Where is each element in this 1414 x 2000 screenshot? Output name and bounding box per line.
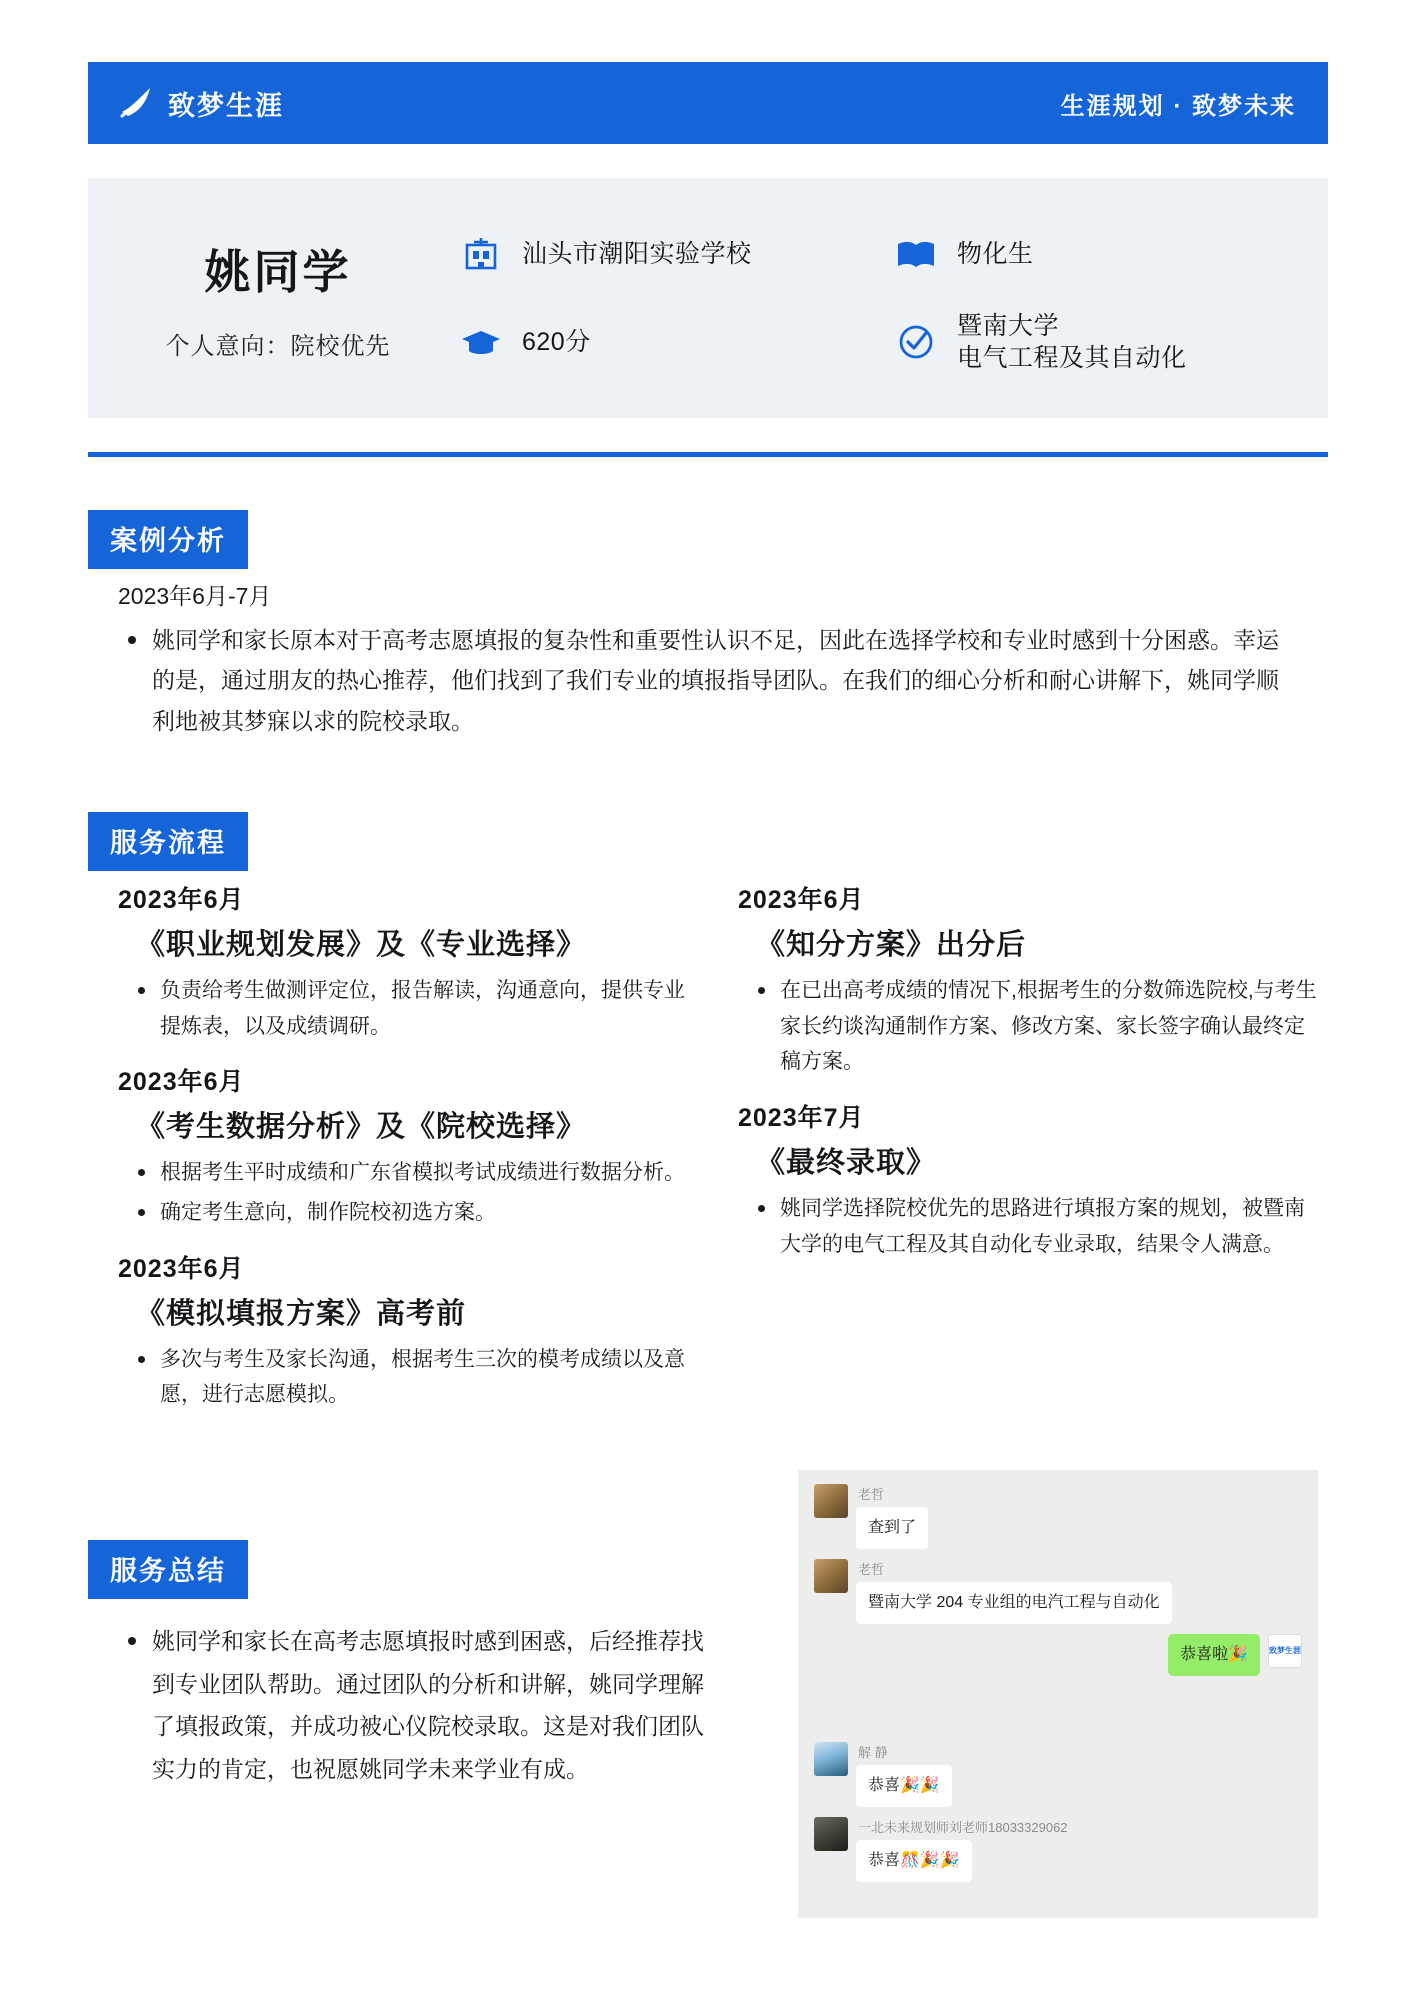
list-item: 在已出高考成绩的情况下,根据考生的分数筛选院校,与考生家长约谈沟通制作方案、修改方案、家长签字确认最终定稿方案。 <box>780 973 1318 1080</box>
brand-name: 致梦生涯 <box>168 90 284 121</box>
open-book-icon <box>893 231 939 277</box>
list-item: 多次与考生及家长沟通，根据考生三次的模考成绩以及意愿，进行志愿模拟。 <box>160 1342 698 1413</box>
fact-subjects <box>893 231 1328 277</box>
chat-message <box>814 1817 1302 1882</box>
chat-bubble: 查到了 <box>856 1507 928 1549</box>
chat-message <box>814 1484 1302 1549</box>
chat-bubble: 恭喜🎊🎉🎉 <box>856 1840 972 1882</box>
chat-sender-name: 老哲 <box>858 1562 885 1577</box>
chat-message <box>814 1742 1302 1807</box>
flow-date: 2023年6月 <box>118 1068 245 1097</box>
flow-date: 2023年6月 <box>118 886 245 914</box>
list-item: 确定考生意向，制作院校初选方案。 <box>160 1195 698 1231</box>
header-slogan: 生涯规划 · 致梦未来 <box>1060 92 1296 120</box>
avatar: 致梦生涯 <box>1268 1634 1302 1668</box>
section-title-service-summary: 服务总结 <box>88 1540 248 1599</box>
service-summary <box>118 1620 718 1790</box>
check-circle-icon <box>893 319 939 365</box>
chat-message <box>814 1559 1302 1624</box>
chat-message-outgoing <box>814 1634 1302 1676</box>
case-body <box>118 620 1298 745</box>
fact-score <box>458 319 893 365</box>
case-date: 2023年6月-7月 <box>118 583 272 609</box>
list-item: 姚同学和家长在高考志愿填报时感到困惑，后经推荐找到专业团队帮助。通过团队的分析和讲解，姚同学理解了填报政策，并成功被心仪院校录取。这是对我们团队实力的肯定，也祝愿姚同学未来学业有成。 <box>152 1620 718 1790</box>
fact-admission-label <box>957 310 1187 374</box>
flow-title: 《职业规划发展》及《专业选择》 <box>136 929 587 961</box>
chat-screenshot <box>798 1470 1318 1918</box>
fact-school <box>458 231 893 277</box>
chat-spacer <box>814 1686 1302 1742</box>
student-name: 姚同学 <box>204 245 352 298</box>
chat-sender-name: 一北未来规划师刘老师18033329062 <box>858 1820 1068 1835</box>
feather-logo-icon <box>116 82 158 124</box>
school-building-icon <box>458 231 504 277</box>
avatar <box>814 1559 848 1593</box>
chat-sender-name: 解 静 <box>858 1745 888 1760</box>
avatar <box>814 1484 848 1518</box>
fact-school-label: 汕头市潮阳实验学校 <box>522 240 752 268</box>
service-flow <box>118 880 1318 1419</box>
chat-bubble: 恭喜🎉🎉 <box>856 1765 952 1807</box>
list-item: 根据考生平时成绩和广东省模拟考试成绩进行数据分析。 <box>160 1155 698 1191</box>
section-title-case-analysis: 案例分析 <box>88 510 248 569</box>
list-item: 负责给考生做测评定位，报告解读，沟通意向，提供专业提炼表，以及成绩调研。 <box>160 973 698 1044</box>
student-intent: 个人意向：院校优先 <box>165 332 391 360</box>
avatar <box>814 1742 848 1776</box>
profile-facts <box>458 222 1328 374</box>
flow-title: 《知分方案》出分后 <box>756 929 1027 961</box>
brand <box>116 82 284 124</box>
flow-date: 2023年6月 <box>118 1254 245 1283</box>
page-header <box>88 62 1328 144</box>
list-item: 姚同学选择院校优先的思路进行填报方案的规划，被暨南大学的电气工程及其自动化专业录取，结果令人满意。 <box>780 1191 1318 1262</box>
list-item: 姚同学和家长原本对于高考志愿填报的复杂性和重要性认识不足，因此在选择学校和专业时感到十分困惑。幸运的是，通过朋友的热心推荐，他们找到了我们专业的填报指导团队。在我们的细心分析和耐心讲解下，姚同学顺利地被其梦寐以求的院校录取。 <box>152 620 1298 741</box>
header-divider <box>88 452 1328 457</box>
chat-message-body <box>856 1817 1068 1882</box>
chat-sender-name: 老哲 <box>858 1487 885 1502</box>
chat-bubble: 暨南大学 204 专业组的电汽工程与自动化 <box>856 1582 1172 1624</box>
flow-title: 《最终录取》 <box>756 1147 937 1180</box>
admitted-major: 电气工程及其自动化 <box>957 344 1187 372</box>
admitted-school: 暨南大学 <box>957 312 1060 340</box>
flow-title: 《模拟填报方案》高考前 <box>136 1297 467 1330</box>
service-flow-right-column <box>738 880 1318 1419</box>
chat-message-body <box>856 1742 952 1807</box>
graduation-cap-icon <box>458 319 504 365</box>
flow-title: 《考生数据分析》及《院校选择》 <box>136 1111 587 1144</box>
flow-date: 2023年6月 <box>738 886 865 914</box>
chat-message-body <box>856 1484 928 1549</box>
profile-left <box>88 236 458 361</box>
chat-bubble: 恭喜啦🎉 <box>1168 1634 1260 1676</box>
fact-score-label: 620分 <box>522 328 591 356</box>
section-title-service-flow: 服务流程 <box>88 812 248 871</box>
chat-message-body <box>856 1559 1172 1624</box>
fact-subjects-label: 物化生 <box>957 240 1034 268</box>
student-profile <box>88 178 1328 418</box>
fact-admission <box>893 310 1328 374</box>
service-flow-left-column <box>118 880 698 1419</box>
avatar <box>814 1817 848 1851</box>
flow-date: 2023年7月 <box>738 1104 865 1133</box>
